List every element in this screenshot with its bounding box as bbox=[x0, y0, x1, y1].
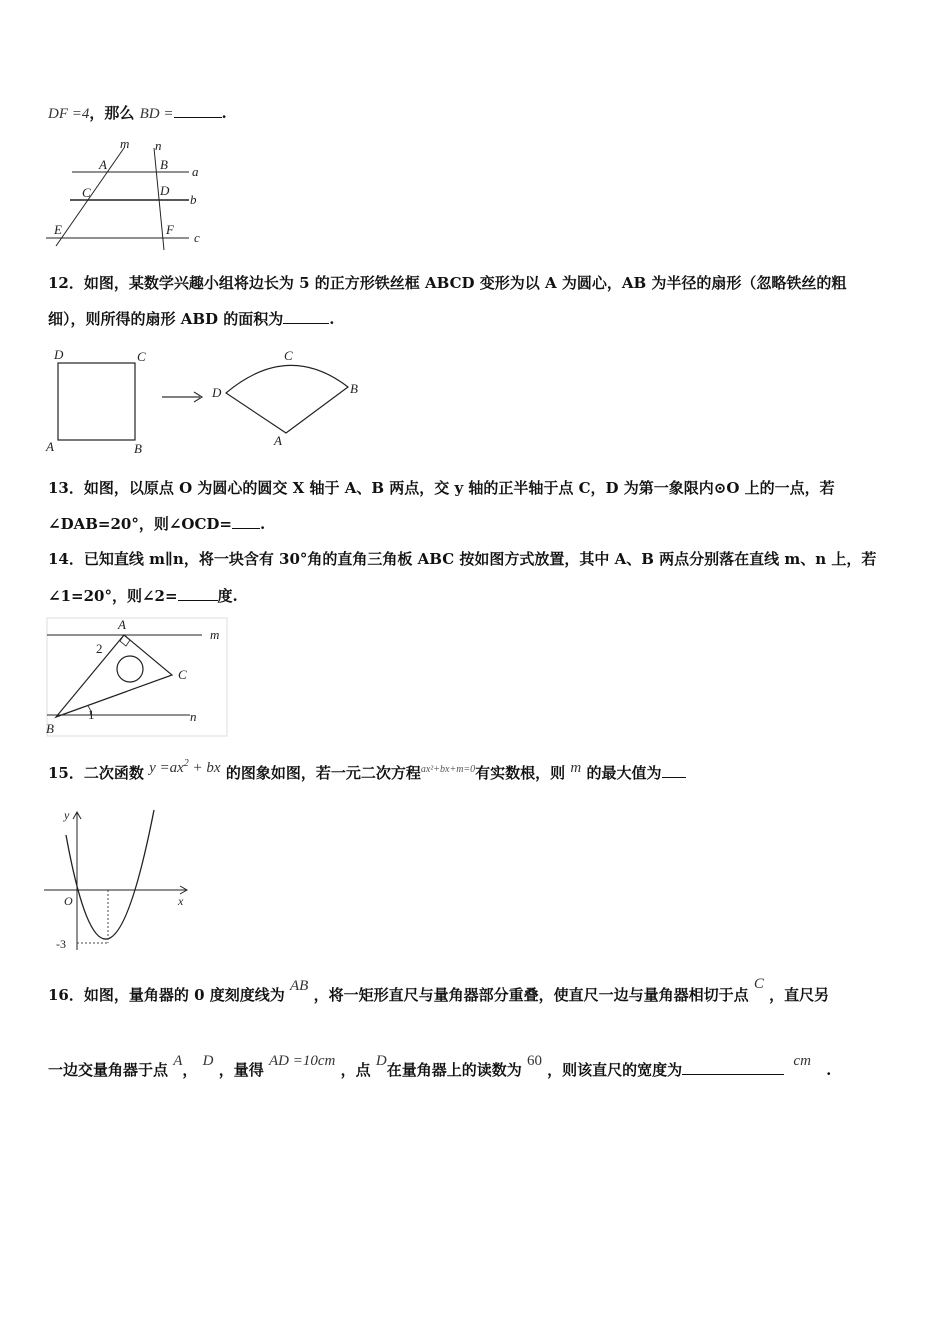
fig15-label-minus3: -3 bbox=[56, 937, 66, 951]
q16-mid3: ，点 bbox=[340, 1061, 371, 1079]
q15-line bbox=[48, 758, 686, 783]
q16-mid2: ，量得 bbox=[218, 1061, 264, 1079]
fig12-fan-label-C: C bbox=[284, 348, 293, 363]
q16-mid: ，将一矩形直尺与量角器部分重叠，使直尺一边与量角器相切于点 bbox=[313, 986, 749, 1004]
fig11-label-D: D bbox=[160, 183, 170, 198]
q16-line2-prefix: 一边交量角器于点 bbox=[48, 1061, 169, 1079]
q14-end: 度. bbox=[217, 587, 238, 605]
q16-comma1: ， bbox=[182, 1061, 198, 1079]
q15-equation: ax²+bx+m=0 bbox=[420, 764, 476, 775]
fig11-label-B: B bbox=[160, 157, 168, 172]
fig11-label-a: a bbox=[192, 164, 199, 179]
q15-func-main: y =ax bbox=[149, 760, 184, 776]
fig12-sector bbox=[226, 365, 348, 433]
q15-func-math bbox=[149, 760, 220, 776]
q12-line2 bbox=[48, 308, 335, 329]
q15-m-math: m bbox=[570, 760, 582, 776]
fig15-label-x: x bbox=[178, 894, 184, 908]
q11-text: ，那么 bbox=[89, 104, 135, 122]
q16-mid4: 在量角器上的读数为 bbox=[386, 1061, 522, 1079]
q15-prefix: 15．二次函数 bbox=[48, 764, 144, 782]
q14-line1: 14．已知直线 m∥n，将一块含有 30°角的直角三角板 ABC 按如图方式放置，其中 A、B 两点分别落在直线 m、n 上，若 bbox=[48, 550, 877, 568]
fig15-parabola bbox=[66, 810, 154, 939]
q13-line2 bbox=[48, 513, 265, 534]
fig11-label-A: A bbox=[99, 157, 107, 172]
fig14-label-C: C bbox=[178, 667, 187, 682]
q16-d-math: D bbox=[202, 1053, 214, 1069]
q12-end: . bbox=[329, 310, 335, 328]
fig14-label-n: n bbox=[190, 709, 197, 724]
fig14-label-m: m bbox=[210, 627, 220, 642]
q13-line2-text: ∠DAB=20°，则∠OCD= bbox=[48, 515, 232, 533]
fig14-triangle-hole bbox=[117, 656, 143, 682]
q12-answer-blank[interactable] bbox=[283, 309, 329, 324]
q15-mid: 的图象如图，若一元二次方程 bbox=[225, 764, 421, 782]
fig14-frame bbox=[47, 618, 227, 736]
q16-unit-math: cm bbox=[793, 1053, 811, 1069]
q13-end: . bbox=[260, 515, 266, 533]
fig12-fan-label-B: B bbox=[350, 381, 358, 396]
fig14-label-B: B bbox=[46, 721, 54, 736]
q15-func-tail: + bx bbox=[188, 760, 221, 776]
q16-prefix: 16．如图，量角器的 0 度刻度线为 bbox=[48, 986, 285, 1004]
q11-line bbox=[48, 102, 227, 123]
q15-end: 的最大值为 bbox=[586, 764, 662, 782]
q11-end: . bbox=[221, 104, 227, 122]
fig14-label-2: 2 bbox=[96, 641, 103, 656]
fig15-label-O: O bbox=[64, 894, 73, 908]
fig11-label-F: F bbox=[166, 222, 174, 237]
q11-bd-math: BD = bbox=[139, 106, 174, 122]
q16-line1 bbox=[48, 976, 830, 1005]
fig11-label-E: E bbox=[54, 222, 62, 237]
q12-line1: 12．如图，某数学兴趣小组将边长为 5 的正方形铁丝框 ABCD 变形为以 A 为圆心，AB 为半径的扇形（忽略铁丝的粗 bbox=[48, 274, 847, 292]
fig12-square-to-sector-figure bbox=[44, 345, 364, 457]
q15-func-exp: 2 bbox=[183, 758, 189, 769]
q16-end: . bbox=[826, 1061, 832, 1079]
q11-df-math: DF =4 bbox=[48, 106, 90, 122]
q13-answer-blank[interactable] bbox=[232, 514, 260, 529]
q13-line1: 13．如图，以原点 O 为圆心的圆交 X 轴于 A、B 两点，交 y 轴的正半轴于点 C，D 为第一象限内⊙O 上的一点，若 bbox=[48, 479, 835, 497]
q16-mid5: ，则该直尺的宽度为 bbox=[547, 1061, 683, 1079]
fig11-label-m: m bbox=[120, 136, 130, 151]
q12-line2-text: 细），则所得的扇形 ABD 的面积为 bbox=[48, 310, 284, 328]
fig12-sq-label-B: B bbox=[134, 441, 142, 456]
fig12-square bbox=[58, 363, 135, 440]
q16-ab-math: AB bbox=[290, 978, 309, 994]
fig11-label-c: c bbox=[194, 230, 200, 245]
fig11-label-n: n bbox=[155, 138, 162, 153]
q15-mid2: 有实数根，则 bbox=[475, 764, 566, 782]
fig14-label-A: A bbox=[118, 617, 126, 632]
q15-answer-blank[interactable] bbox=[662, 763, 686, 778]
q16-a-math: A bbox=[173, 1053, 183, 1069]
fig12-sq-label-C: C bbox=[137, 349, 146, 364]
q16-tail: ，直尺另 bbox=[769, 986, 830, 1004]
fig11-label-b: b bbox=[190, 192, 197, 207]
fig15-parabola-graph bbox=[44, 805, 194, 955]
q14-answer-blank[interactable] bbox=[178, 586, 218, 601]
fig11-parallel-lines-figure bbox=[44, 136, 214, 252]
fig12-sq-label-A: A bbox=[46, 439, 54, 454]
fig11-label-C: C bbox=[82, 185, 91, 200]
fig14-triangle bbox=[56, 635, 172, 717]
q16-answer-blank[interactable] bbox=[682, 1060, 784, 1075]
fig14-right-angle-mark bbox=[120, 635, 130, 646]
q16-c-math: C bbox=[753, 976, 764, 992]
q14-line2-text: ∠1=20°，则∠2= bbox=[48, 587, 178, 605]
q16-ad-math: AD =10cm bbox=[269, 1053, 336, 1069]
fig12-sq-label-D: D bbox=[54, 347, 64, 362]
fig12-fan-label-D: D bbox=[212, 385, 222, 400]
fig15-label-y: y bbox=[64, 808, 70, 822]
q11-answer-blank[interactable] bbox=[174, 103, 222, 118]
q16-d2-math: D bbox=[375, 1053, 387, 1069]
fig14-label-1: 1 bbox=[88, 707, 95, 722]
fig14-triangle-figure bbox=[44, 615, 234, 739]
q16-sixty: 60 bbox=[526, 1053, 542, 1069]
q14-line2 bbox=[48, 585, 238, 606]
fig12-fan-label-A: A bbox=[274, 433, 282, 448]
q16-line2 bbox=[48, 1053, 832, 1080]
